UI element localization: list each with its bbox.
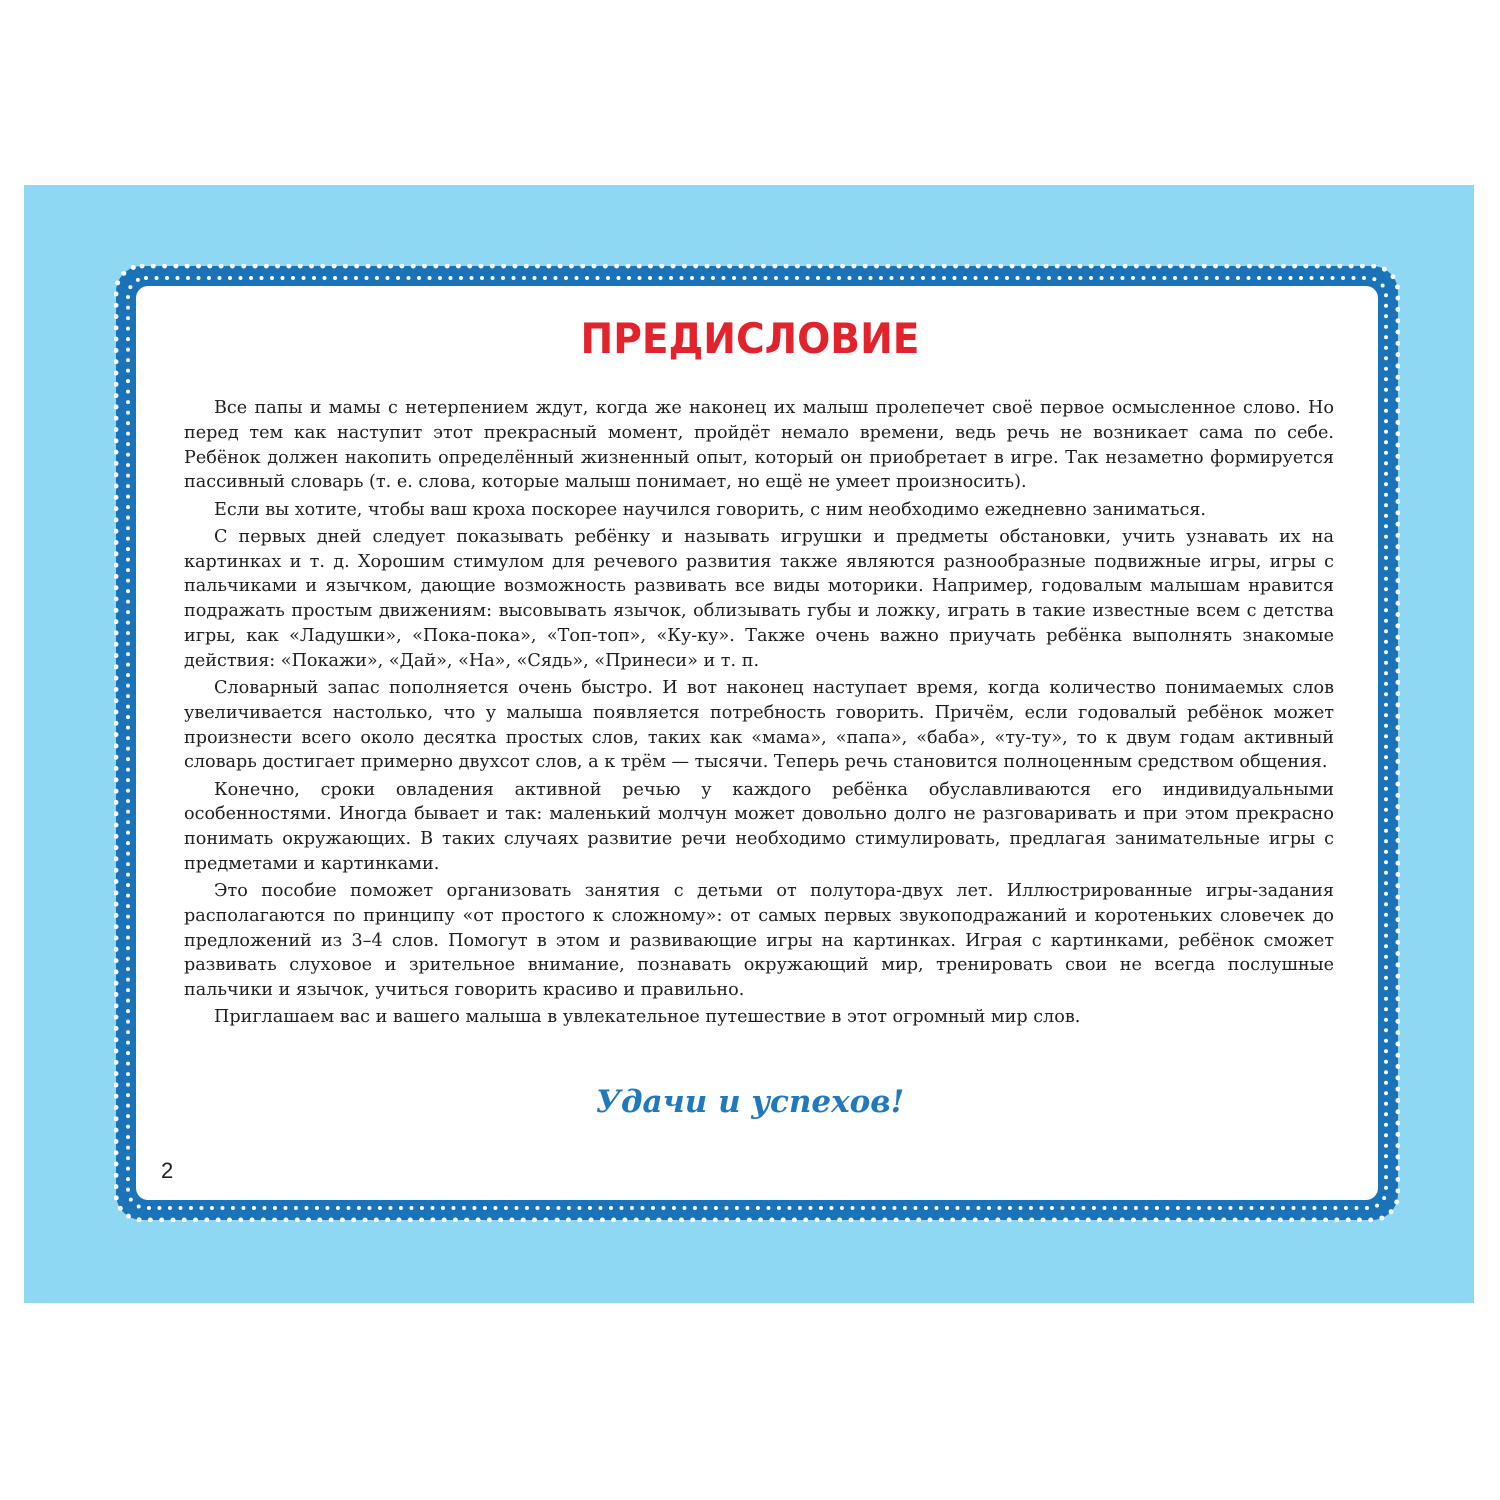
- preface-body: [184, 396, 1334, 1033]
- paragraph-7: Приглашаем вас и вашего малыша в увлекательное путешествие в этот огромный мир слов.: [214, 1007, 1081, 1028]
- page-title: ПРЕДИСЛОВИЕ: [580, 314, 920, 363]
- paragraph-6: Это пособие поможет организовать занятия с детьми от полутора-двух лет. Иллюстрированные игры-задания располагаются по принципу «от простого к сложному»: от самых первых звукоподражаний и коротеньких словечек до предложений из 3–4 слов. Помогут в этом и развивающие игры на картинках. Играя с картинками, ребёнок сможет развивать слуховое и зрительное внимание, познавать окружающий мир, тренировать свои не всегда послушные пальчики и язычок, учиться говорить красиво и правильно.: [184, 881, 1334, 1001]
- paragraph-3: С первых дней следует показывать ребёнку и называть игрушки и предметы обстановки, учить узнавать их на картинках и т. д. Хорошим стимулом для речевого развития также являются разнообразные подвижные игры, игры с пальчиками и язычком, дающие возможность развивать все виды моторики. Например, годовалым малышам нравится подражать простым движениям: высовывать язычок, облизывать губы и ложку, играть в такие известные всем с детства игры, как «Ладушки», «Пока-пока», «Топ-топ», «Ку-ку». Также очень важно приучать ребёнка выполнять знакомые действия: «Покажи», «Дай», «На», «Сядь», «Принеси» и т. п.: [184, 526, 1334, 671]
- paragraph-2: Если вы хотите, чтобы ваш кроха поскорее научился говорить, с ним необходимо ежедневно заниматься.: [214, 499, 1207, 520]
- paragraph-5: Конечно, сроки овладения активной речью у каждого ребёнка обуславливаются его индивидуальными особенностями. Иногда бывает и так: маленький молчун может довольно долго не разговаривать и при этом прекрасно понимать окружающих. В таких случаях развитие речи необходимо стимулировать, предлагая занимательные игры с предметами и картинками.: [184, 779, 1334, 874]
- paragraph-1: Все папы и мамы с нетерпением ждут, когда же наконец их малыш пролепечет своё первое осмысленное слово. Но перед тем как наступит этот прекрасный момент, пройдёт немало времени, ведь речь не возникает сама по себе. Ребёнок должен накопить определённый жизненный опыт, который он приобретает в игре. Так незаметно формируется пассивный словарь (т. е. слова, которые малыш понимает, но ещё не умеет произносить).: [184, 398, 1334, 493]
- paragraph-4: Словарный запас пополняется очень быстро. И вот наконец наступает время, когда количество понимаемых слов увеличивается настолько, что у малыша появляется потребность говорить. Причём, если годовалый ребёнок может произнести всего около десятка простых слов, таких как «мама», «папа», «баба», «ту-ту», то к двум годам активный словарь достигает примерно двухсот слов, а к трём — тысячи. Теперь речь становится полноценным средством общения.: [184, 677, 1334, 773]
- closing-wish: Удачи и успехов!: [595, 1084, 905, 1120]
- page-number: 2: [161, 1158, 174, 1183]
